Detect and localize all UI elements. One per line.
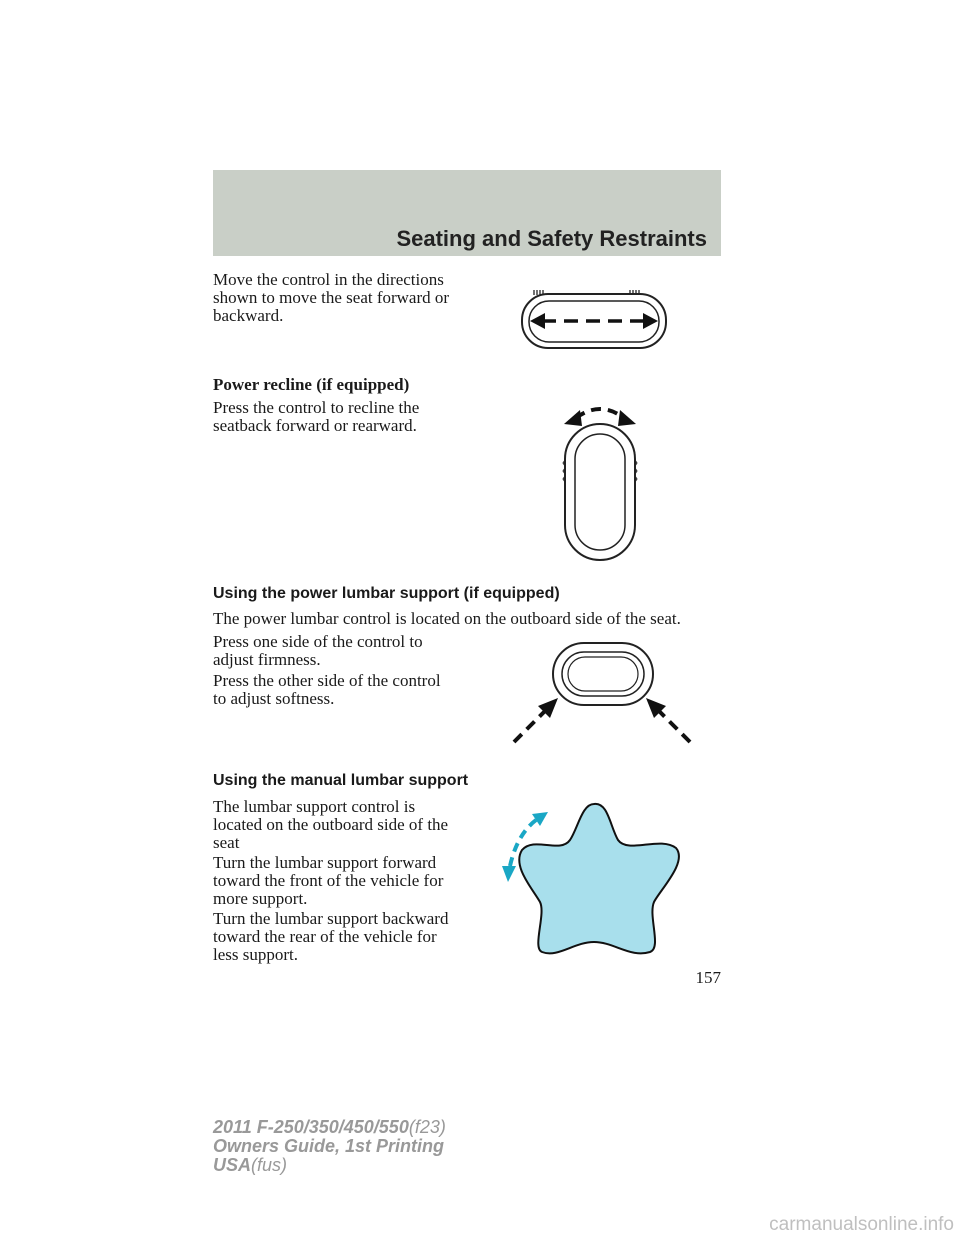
text-line: backward. [213,306,284,325]
manual-lumbar-backward-paragraph [213,910,448,964]
manual-lumbar-heading: Using the manual lumbar support [213,772,469,789]
document-footer [213,1118,446,1175]
text-line: more support. [213,889,308,908]
text-line: toward the front of the vehicle for [213,871,444,890]
manual-lumbar-location-paragraph [213,798,448,852]
seat-fore-aft-control-figure [518,284,672,352]
page-number: 157 [695,968,721,987]
text-line: toward the rear of the vehicle for [213,927,437,946]
manual-lumbar-knob-figure [498,800,688,956]
text-line: Turn the lumbar support backward [213,909,449,928]
text-line: adjust firmness. [213,650,321,669]
footer-market: USA [213,1155,252,1175]
footer-edition: Owners Guide, 1st Printing [213,1136,445,1156]
seat-move-paragraph [213,271,449,325]
text-line: to adjust softness. [213,689,335,708]
text-line: Press one side of the control to [213,632,423,651]
footer-model: 2011 F-250/350/450/550 [213,1117,409,1137]
power-lumbar-intro: The power lumbar control is located on the outboard side of the seat. [213,609,681,628]
text-line: Press the control to recline the [213,398,420,417]
manual-lumbar-forward-paragraph [213,854,443,908]
footer-market-code: (fus) [251,1155,288,1175]
power-lumbar-control-figure [506,640,698,748]
text-line: The lumbar support control is [213,797,416,816]
power-lumbar-firmness-paragraph [213,633,423,669]
text-line: shown to move the seat forward or [213,288,450,307]
footer-model-code: (f23) [408,1117,446,1137]
section-title: Seating and Safety Restraints [396,226,707,251]
text-line: less support. [213,945,298,964]
power-recline-heading: Power recline (if equipped) [213,375,410,394]
text-line: Turn the lumbar support forward [213,853,437,872]
power-recline-paragraph [213,399,419,435]
text-line: seatback forward or rearward. [213,416,417,435]
text-line: Press the other side of the control [213,671,441,690]
power-lumbar-heading: Using the power lumbar support (if equipped) [213,585,560,602]
seatback-recline-control-figure [558,402,648,564]
text-line: located on the outboard side of the [213,815,449,834]
power-lumbar-softness-paragraph [213,672,441,708]
text-line: seat [213,833,240,852]
text-line: Move the control in the directions [213,270,444,289]
watermark: carmanualsonline.info [769,1214,954,1235]
section-header-band [213,170,721,256]
